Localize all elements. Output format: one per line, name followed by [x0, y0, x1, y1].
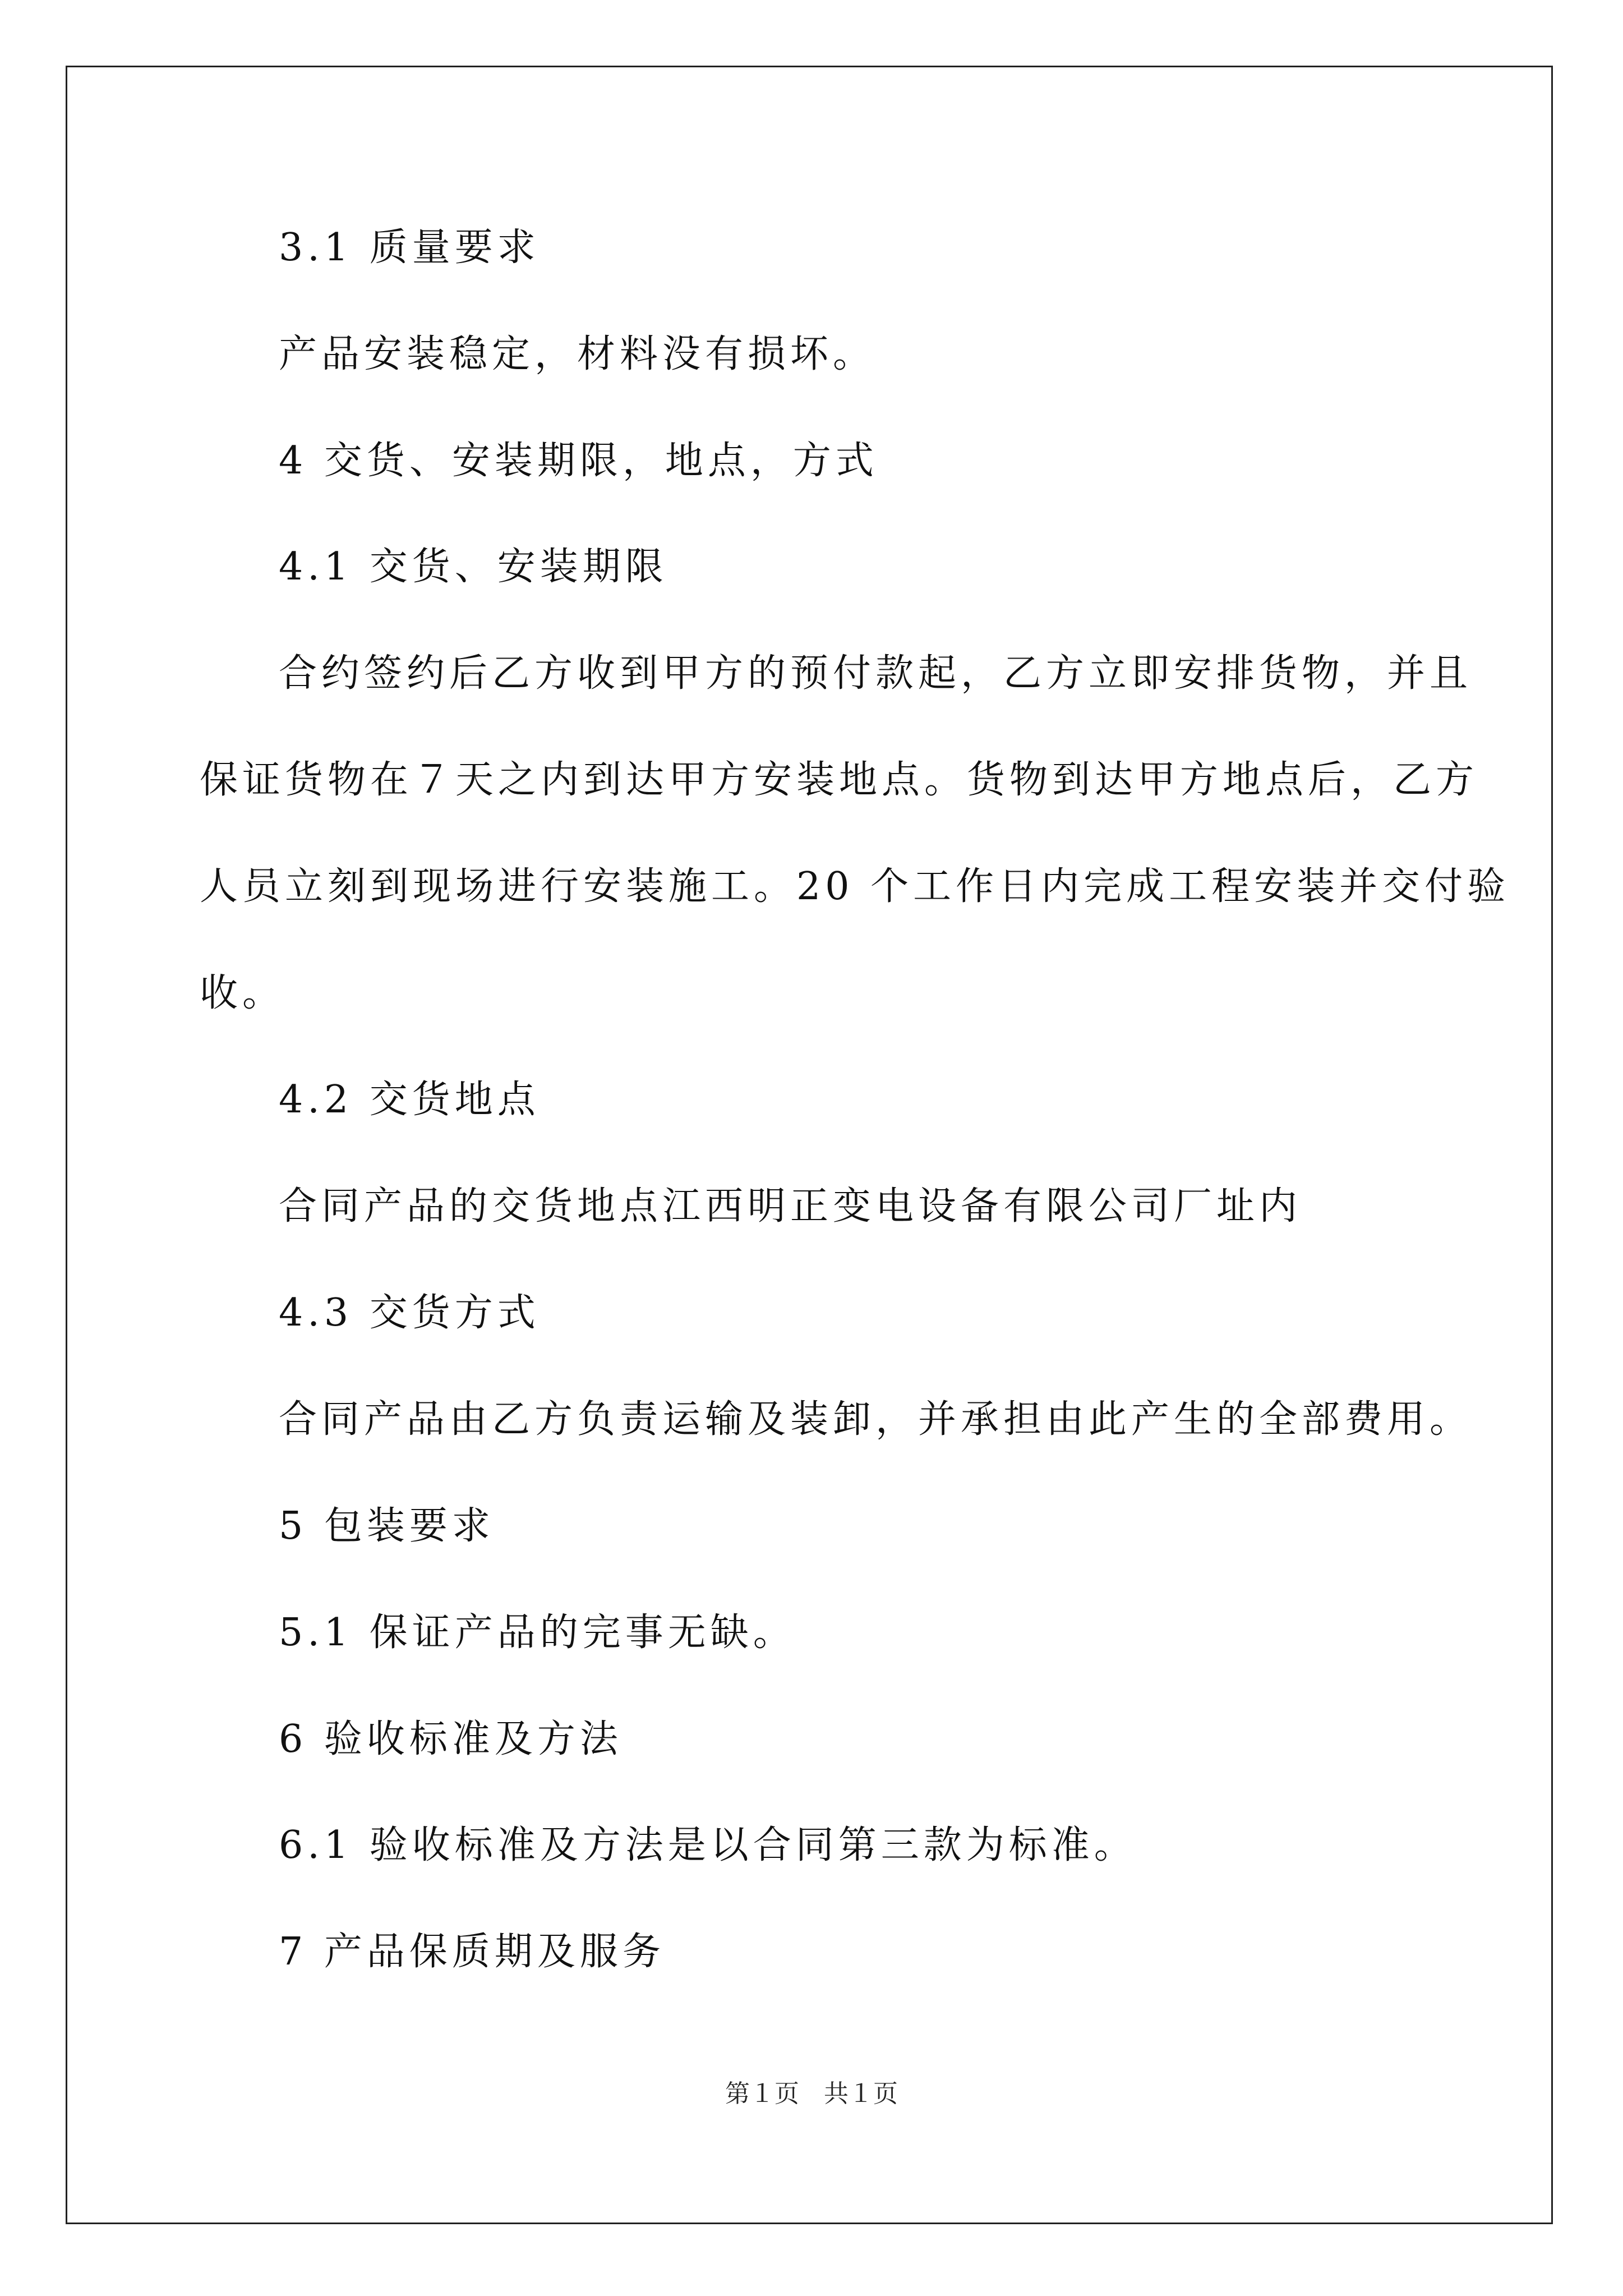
- section-heading-4-3: 4.3 交货方式: [279, 1291, 540, 1335]
- section-heading-5: 5 包装要求: [279, 1504, 495, 1548]
- section-heading-6-1: 6.1 验收标准及方法是以合同第三款为标准。: [279, 1823, 1137, 1867]
- paragraph-line: 合同产品的交货地点江西明正变电设备有限公司厂址内: [279, 1184, 1302, 1228]
- page-number: 第１页 共１页: [725, 2079, 898, 2108]
- section-heading-6: 6 验收标准及方法: [279, 1717, 623, 1761]
- section-heading-4-2: 4.2 交货地点: [279, 1078, 540, 1122]
- paragraph-line: 人员立刻到现场进行安装施工。20 个工作日内完成工程安装并交付验: [200, 864, 1510, 909]
- section-heading-4: 4 交货、安装期限，地点，方式: [279, 439, 878, 483]
- paragraph-line: 收。: [200, 971, 285, 1015]
- section-heading-7: 7 产品保质期及服务: [279, 1930, 665, 1974]
- section-heading-5-1: 5.1 保证产品的完事无缺。: [279, 1611, 796, 1655]
- paragraph-line: 合同产品由乙方负责运输及装卸，并承担由此产生的全部费用。: [279, 1397, 1473, 1442]
- paragraph-line: 产品安装稳定，材料没有损坏。: [279, 332, 876, 376]
- section-heading-3-1: 3.1 质量要求: [279, 226, 540, 270]
- paragraph-line: 保证货物在７天之内到达甲方安装地点。货物到达甲方地点后，乙方: [200, 758, 1479, 802]
- page-border: [66, 66, 1553, 2224]
- paragraph-line: 合约签约后乙方收到甲方的预付款起，乙方立即安排货物，并且: [279, 651, 1473, 696]
- section-heading-4-1: 4.1 交货、安装期限: [279, 545, 668, 589]
